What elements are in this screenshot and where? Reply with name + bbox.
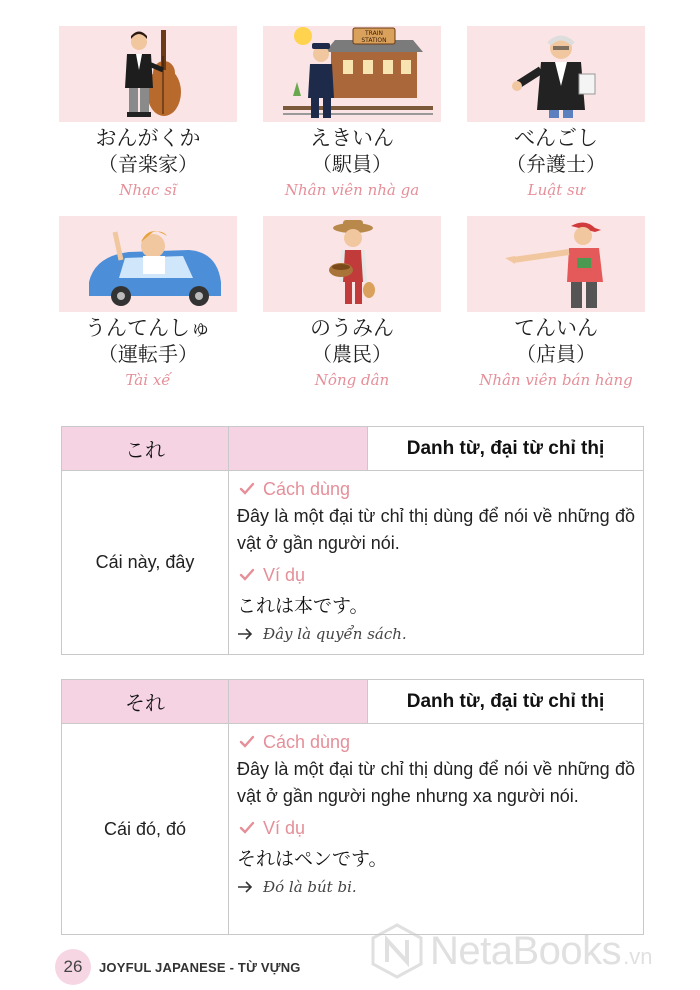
vocab-kanji: （音楽家）: [98, 152, 198, 176]
example-translation-text: Đó là bút bi.: [263, 878, 357, 896]
part-of-speech: Danh từ, đại từ chỉ thị: [368, 427, 643, 470]
musician-illustration: [59, 26, 237, 122]
entry-header: [62, 427, 643, 471]
station-staff-illustration: [263, 26, 441, 122]
lawyer-illustration: [467, 26, 645, 122]
vocab-kana: べんごし: [514, 126, 598, 150]
vocab-meaning: Nông dân: [314, 371, 390, 389]
entry-header-spacer: [229, 427, 368, 470]
netabooks-logo-icon: [368, 922, 426, 980]
usage-heading: [237, 475, 635, 503]
sign-text-top: TRAIN: [365, 30, 383, 37]
example-translation: [237, 621, 635, 647]
vocab-kana: おんがくか: [95, 126, 201, 150]
vocab-kanji: （農民）: [312, 342, 392, 366]
watermark: [368, 922, 653, 980]
example-label: Ví dụ: [263, 564, 306, 585]
example-translation: [237, 874, 635, 900]
example-japanese: これは本です。: [237, 595, 369, 617]
watermark-tld: .vn: [623, 944, 653, 969]
arrow-right-icon: [237, 881, 253, 893]
example-japanese: それはペンです。: [237, 848, 388, 870]
arrow-right-icon: [237, 628, 253, 640]
entry-table-kore: [61, 426, 644, 655]
usage-text: Đây là một đại từ chỉ thị dùng để nói về những đồ vật ở gần người nói.: [237, 506, 635, 553]
check-icon: [237, 818, 257, 838]
entry-body: [62, 471, 643, 654]
vocab-kanji: （駅員）: [312, 152, 392, 176]
vocab-card-station-staff: [258, 26, 446, 201]
vocab-kana: のうみん: [310, 316, 394, 340]
entry-body: [62, 724, 643, 934]
vocab-meaning: Luật sư: [527, 181, 585, 199]
check-icon: [237, 732, 257, 752]
vocab-meaning: Tài xế: [125, 371, 171, 389]
book-title: JOYFUL JAPANESE - TỪ VỰNG: [99, 960, 301, 975]
entry-meaning: Cái đó, đó: [62, 724, 229, 934]
vocab-kana: うんてんしゅ: [85, 316, 211, 340]
vocab-card-driver: [54, 216, 242, 391]
vocab-kanji: （店員）: [516, 342, 596, 366]
vocab-card-farmer: [258, 216, 446, 391]
usage-label: Cách dùng: [263, 478, 351, 499]
entry-detail: [229, 724, 643, 934]
usage-text: Đây là một đại từ chỉ thị dùng để nói về những đồ vật ở gần người nghe nhưng xa người nói.: [237, 759, 635, 806]
vocab-kanji: （弁護士）: [506, 152, 606, 176]
example-heading: [237, 561, 635, 589]
vocab-card-musician: [54, 26, 242, 201]
shop-clerk-illustration: [467, 216, 645, 312]
vocab-kana: てんいん: [514, 316, 598, 340]
example-heading: [237, 814, 635, 842]
vocab-card-lawyer: [462, 26, 650, 201]
entry-header-spacer: [229, 680, 368, 723]
vocab-meaning: Nhân viên bán hàng: [479, 371, 633, 389]
example-label: Ví dụ: [263, 817, 306, 838]
entry-word: これ: [62, 427, 229, 470]
farmer-illustration: [263, 216, 441, 312]
page-number: 26: [55, 949, 91, 985]
watermark-name: NetaBooks: [430, 928, 622, 973]
vocab-meaning: Nhạc sĩ: [119, 181, 177, 199]
vocab-kana: えきいん: [310, 126, 394, 150]
vocab-card-shop-clerk: [462, 216, 650, 391]
sign-text-bottom: STATION: [361, 37, 387, 44]
part-of-speech: Danh từ, đại từ chỉ thị: [368, 680, 643, 723]
usage-heading: [237, 728, 635, 756]
entry-table-sore: [61, 679, 644, 935]
check-icon: [237, 565, 257, 585]
entry-word: それ: [62, 680, 229, 723]
entry-header: [62, 680, 643, 724]
vocab-kanji: （運転手）: [98, 342, 198, 366]
example-translation-text: Đây là quyển sách.: [263, 625, 407, 643]
entry-meaning: Cái này, đây: [62, 471, 229, 654]
driver-illustration: [59, 216, 237, 312]
vocab-meaning: Nhân viên nhà ga: [284, 181, 420, 199]
check-icon: [237, 479, 257, 499]
entry-detail: [229, 471, 643, 654]
usage-label: Cách dùng: [263, 731, 351, 752]
